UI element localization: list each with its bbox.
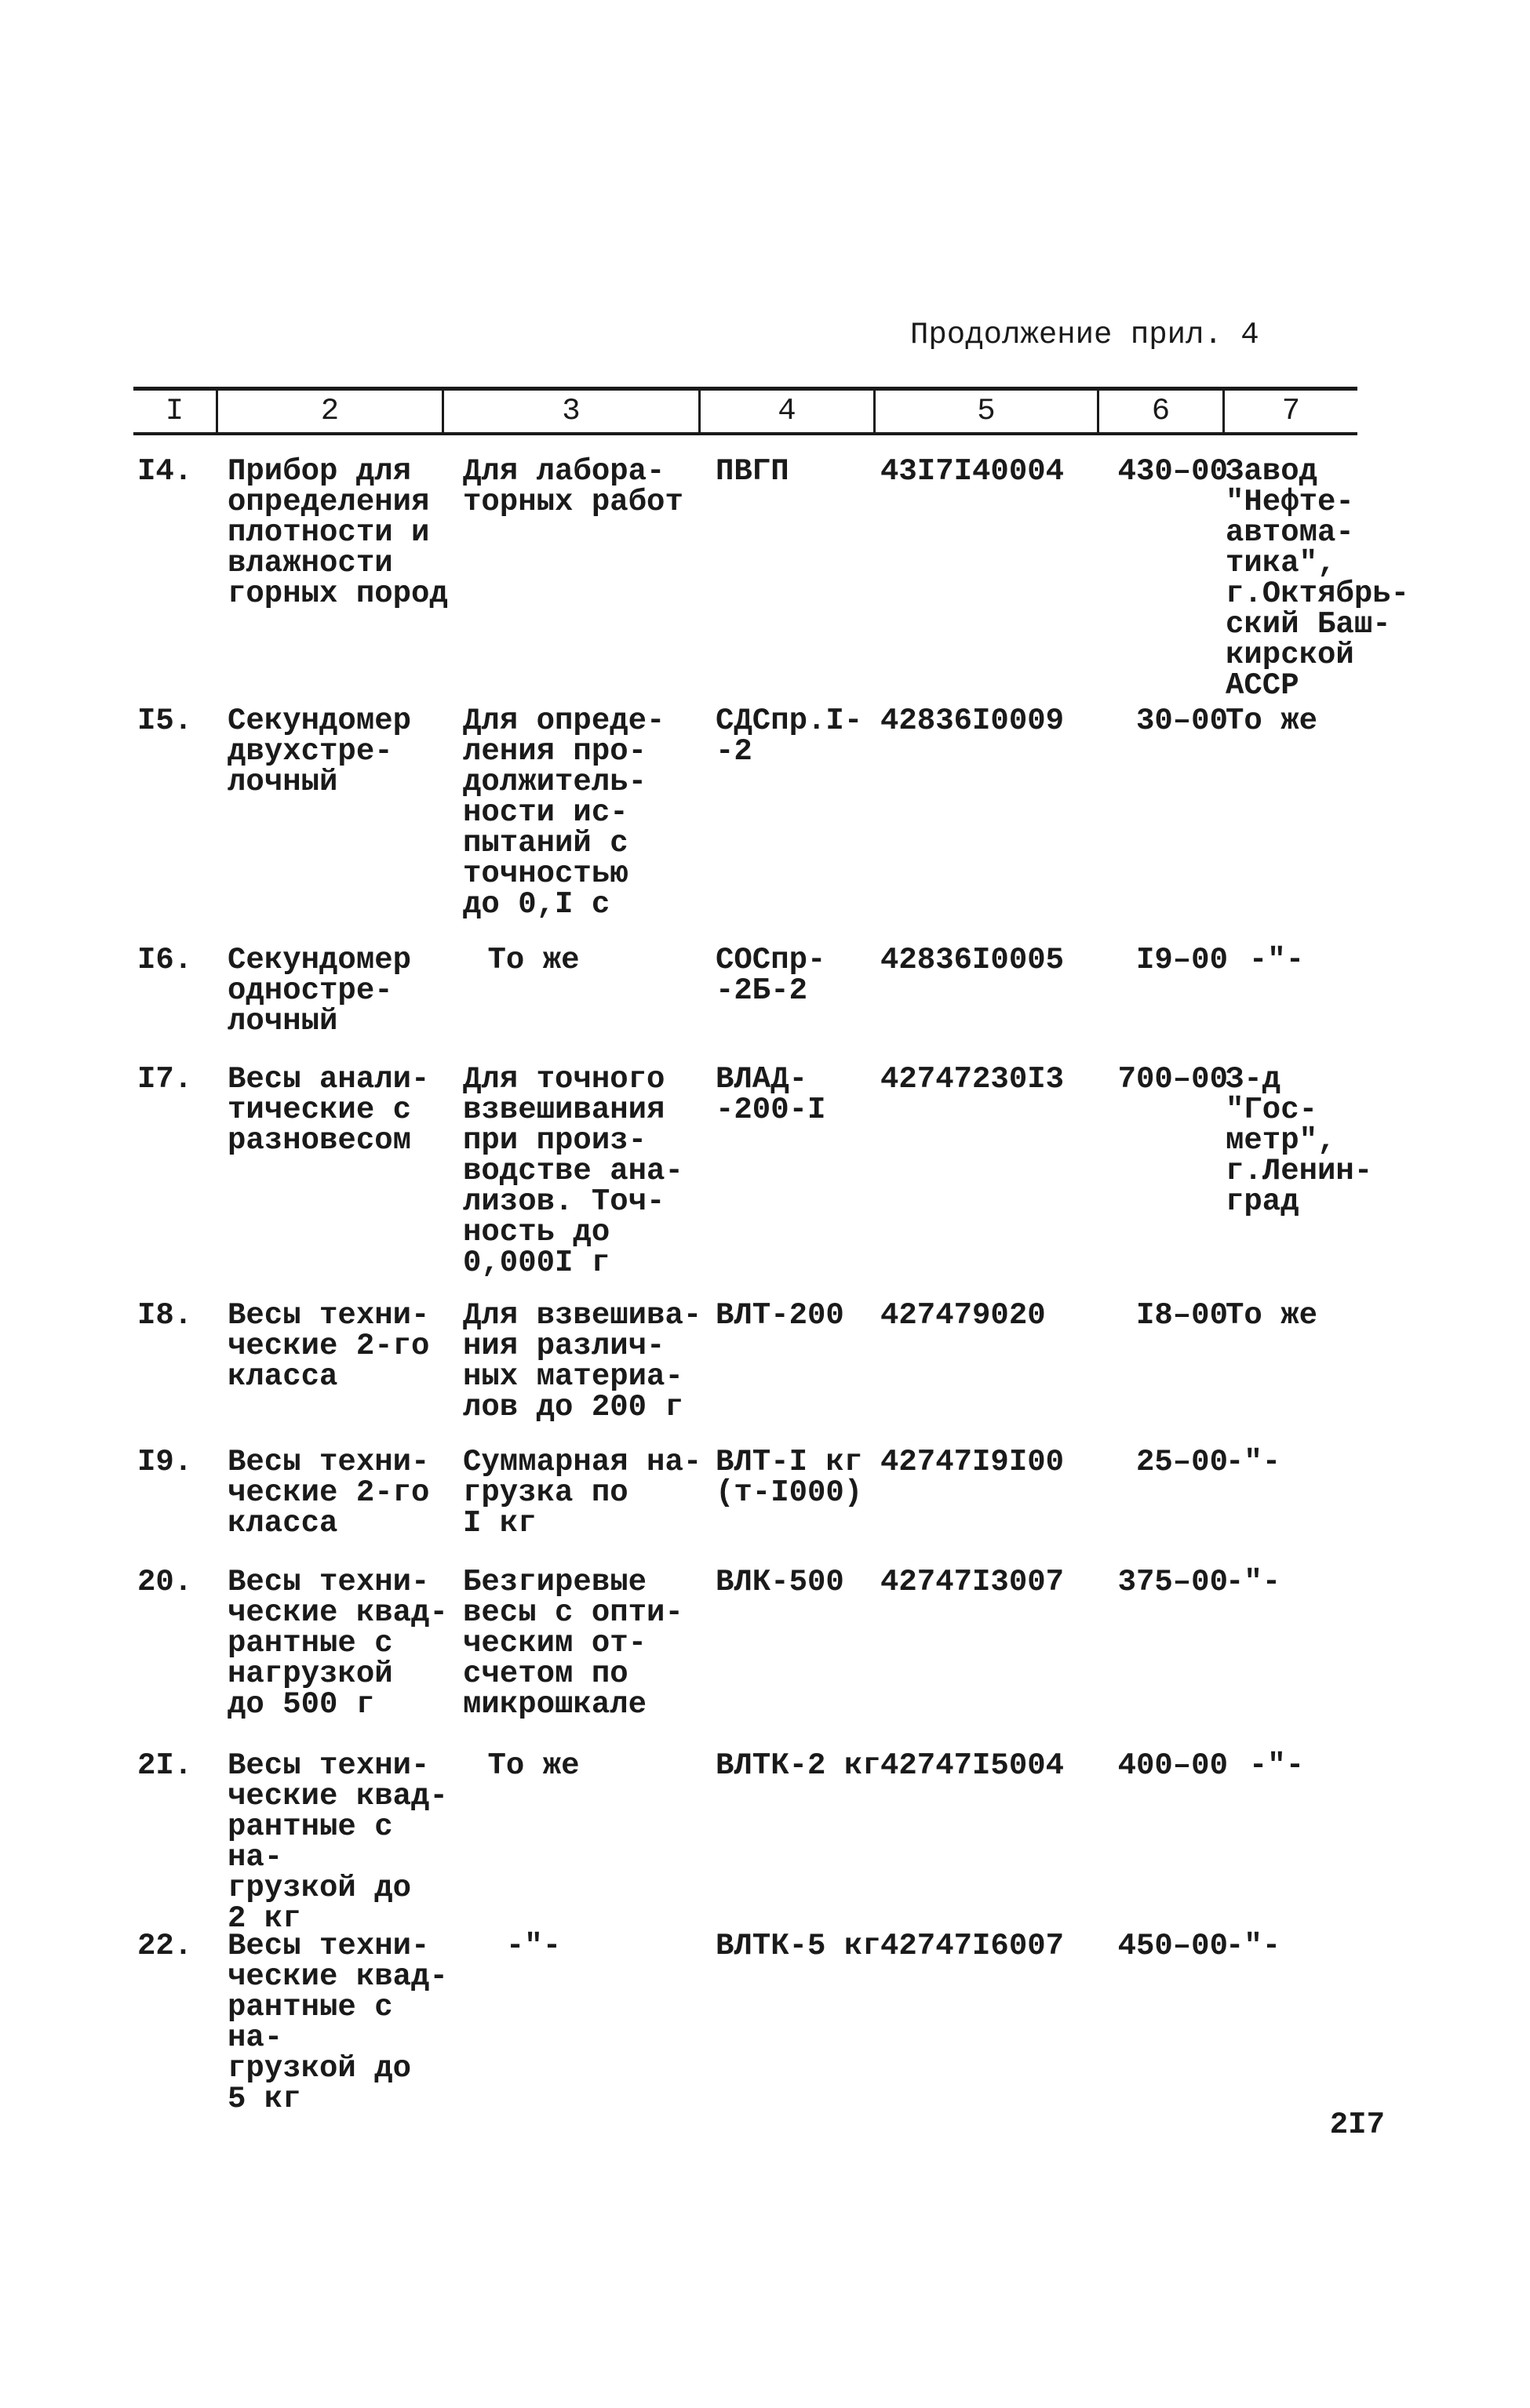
item-name: Секундомер двухстре- лочный: [228, 704, 412, 799]
item-type: СДСпр.I- -2: [716, 704, 863, 769]
item-maker: -"-: [1248, 943, 1305, 977]
item-maker: Завод "Нефте- автома- тика", г.Октябрь- ский Баш- кирской АССР: [1226, 454, 1410, 703]
column-header: 3: [562, 394, 581, 428]
item-code: 43I7I40004: [880, 454, 1065, 489]
item-name: Весы техни- ческие 2-го класса: [228, 1298, 430, 1394]
item-name: Весы анали- тические с разновесом: [228, 1062, 430, 1158]
item-type: ВЛТ-200: [716, 1298, 844, 1333]
item-name: Весы техни- ческие квад- рантные с на- грузкой до 5 кг: [228, 1929, 448, 2116]
item-price: 450–00: [1117, 1929, 1228, 1963]
row-number: I8.: [137, 1298, 193, 1333]
item-name: Весы техни- ческие квад- рантные с нагрузкой до 500 г: [228, 1565, 448, 1722]
item-maker: -"-: [1226, 1929, 1281, 1963]
item-type: ПВГП: [716, 454, 789, 489]
item-name: Прибор для определения плотности и влажности горных пород: [228, 454, 448, 611]
item-purpose: Для опреде- ления про- должитель- ности ис- пытаний с точностью до 0,I с: [463, 704, 665, 922]
item-price: 25–00: [1135, 1445, 1228, 1479]
item-price: I9–00: [1135, 943, 1228, 977]
item-price: 430–00: [1117, 454, 1228, 489]
item-maker: То же: [1226, 1298, 1318, 1333]
item-type: ВЛК-500: [716, 1565, 844, 1599]
item-purpose: Для взвешива- ния различ- ных материа- лов до 200 г: [463, 1298, 702, 1424]
item-purpose: Для лабора- торных работ: [463, 454, 683, 519]
column-header: 6: [1151, 394, 1171, 428]
item-maker: З-д "Гос- метр", г.Ленин- град: [1226, 1062, 1373, 1219]
item-type: СОСпр- -2Б-2: [716, 943, 826, 1008]
item-type: ВЛТ-I кг (т-I000): [716, 1445, 863, 1510]
continuation-label: Продолжение прил. 4: [910, 318, 1259, 352]
row-number: 22.: [137, 1929, 193, 1963]
item-type: ВЛТК-5 кг: [716, 1929, 881, 1963]
item-code: 42836I0005: [880, 943, 1065, 977]
item-price: 700–00: [1117, 1062, 1228, 1097]
row-number: 20.: [137, 1565, 193, 1599]
item-price: I8–00: [1135, 1298, 1228, 1333]
item-purpose: Безгиревые весы с опти- ческим от- счетом по микрошкале: [463, 1565, 683, 1722]
row-number: I5.: [137, 704, 193, 738]
item-maker: То же: [1226, 704, 1318, 738]
table-header-rule: [133, 432, 1357, 435]
item-name: Весы техни- ческие квад- рантные с на- грузкой до 2 кг: [228, 1748, 448, 1936]
column-header: I: [165, 394, 184, 428]
item-type: ВЛАД- -200-I: [716, 1062, 826, 1127]
item-maker: -"-: [1226, 1565, 1281, 1599]
item-code: 42747230I3: [880, 1062, 1065, 1097]
item-code: 427479020: [880, 1298, 1046, 1333]
item-maker: -"-: [1226, 1445, 1281, 1479]
item-purpose: Для точного взвешивания при произ- водстве ана- лизов. Точ- ность до 0,000I г: [463, 1062, 683, 1280]
item-name: Секундомер одностре- лочный: [228, 943, 412, 1038]
row-number: 2I.: [137, 1748, 193, 1783]
item-purpose: -"-: [505, 1929, 562, 1963]
row-number: I6.: [137, 943, 193, 977]
item-code: 42747I9I00: [880, 1445, 1065, 1479]
item-maker: -"-: [1248, 1748, 1305, 1783]
column-header: 2: [320, 394, 340, 428]
row-number: I9.: [137, 1445, 193, 1479]
column-header: 4: [778, 394, 796, 428]
column-header: 5: [977, 394, 996, 428]
item-purpose: То же: [487, 1748, 580, 1783]
item-code: 42836I0009: [880, 704, 1065, 738]
item-price: 400–00: [1117, 1748, 1228, 1783]
column-header: 7: [1281, 394, 1301, 428]
item-code: 42747I6007: [880, 1929, 1065, 1963]
item-type: ВЛТК-2 кг: [716, 1748, 881, 1783]
row-number: I7.: [137, 1062, 193, 1097]
table-top-rule: [133, 387, 1357, 391]
item-name: Весы техни- ческие 2-го класса: [228, 1445, 430, 1540]
item-price: 30–00: [1135, 704, 1228, 738]
row-number: I4.: [137, 454, 193, 489]
item-purpose: То же: [487, 943, 580, 977]
page-number: 2I7: [1329, 2108, 1385, 2142]
item-code: 42747I3007: [880, 1565, 1065, 1599]
item-purpose: Суммарная на- грузка по I кг: [463, 1445, 702, 1540]
item-code: 42747I5004: [880, 1748, 1065, 1783]
item-price: 375–00: [1117, 1565, 1228, 1599]
